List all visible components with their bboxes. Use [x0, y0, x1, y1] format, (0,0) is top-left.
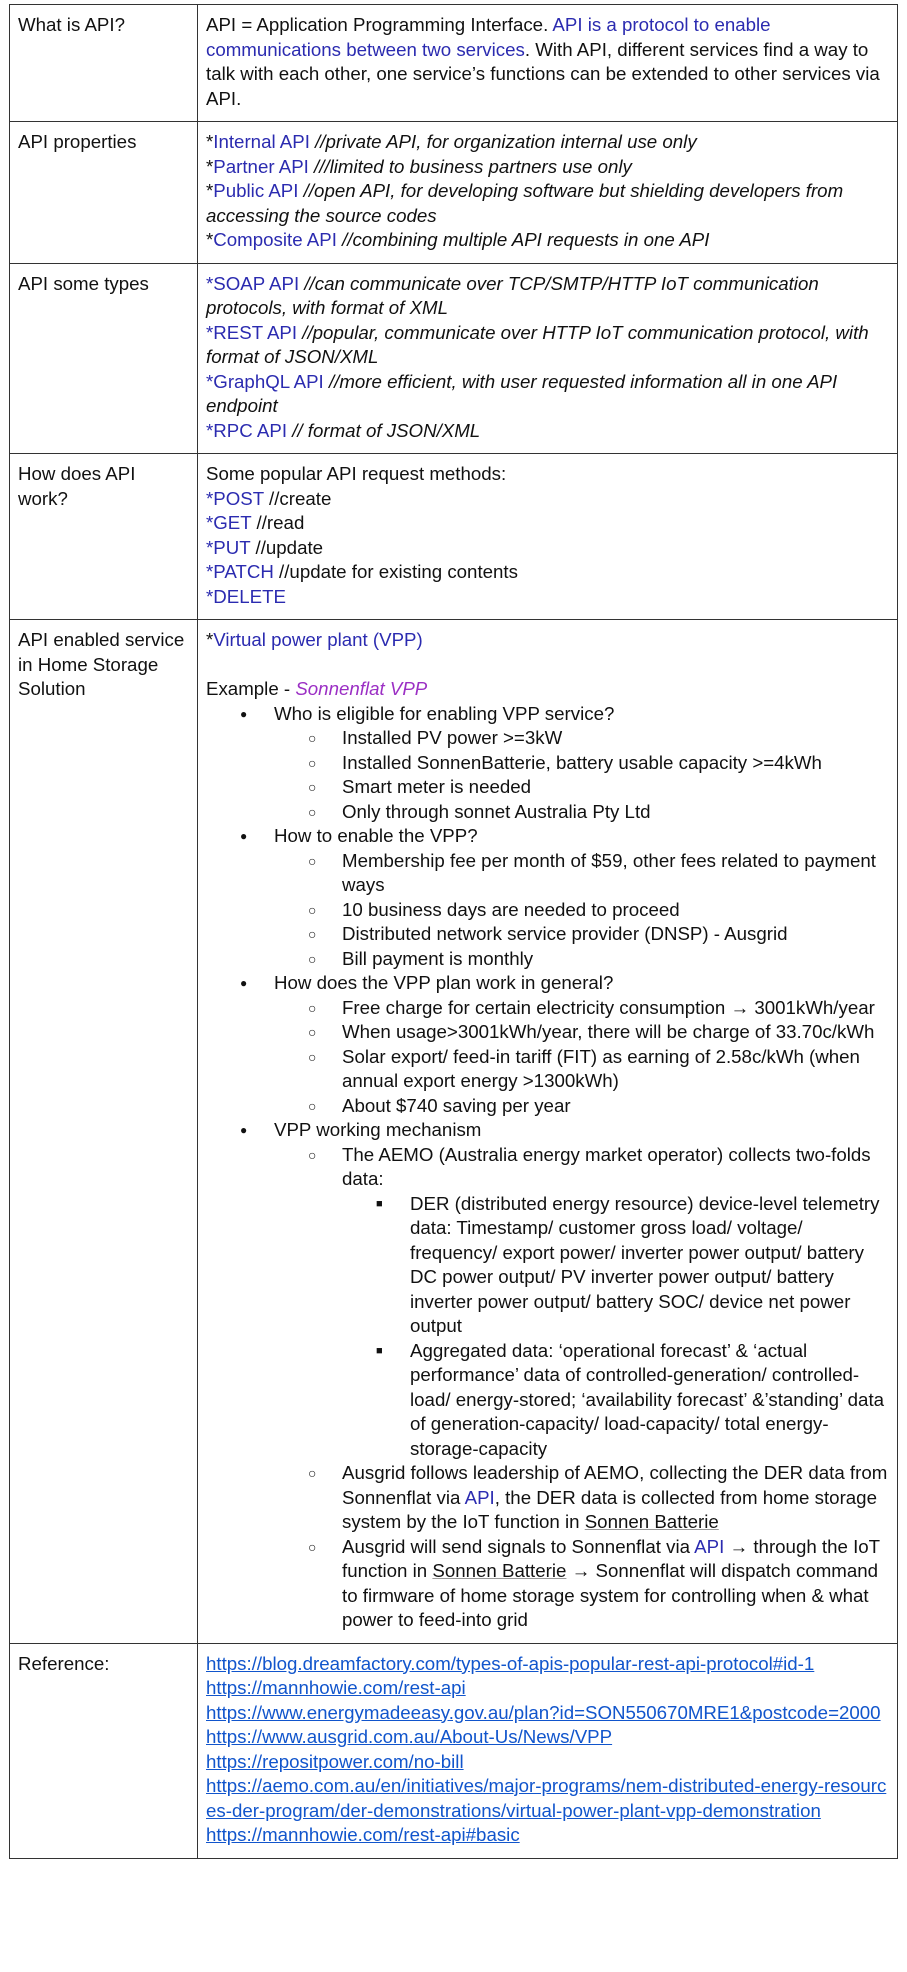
definition-text-rest: . With API, different services find a way to talk with each other, one service’s functions can be extended to other services via API.: [206, 38, 880, 109]
list-item: ○ Only through sonnet Australia Pty Ltd: [206, 800, 889, 825]
row-content-what-is-api: [198, 5, 898, 122]
list-item: *Internal API //private API, for organization internal use only: [206, 131, 697, 152]
row-content-how-api-works: [198, 454, 898, 620]
list-item: *RPC API // format of JSON/XML: [206, 419, 481, 441]
row-content-api-types: [198, 263, 898, 454]
list-item: ○ Membership fee per month of $59, other fees related to payment ways: [206, 849, 889, 898]
list-item: *SOAP API //can communicate over TCP/SMTP/HTTP IoT communication protocols, with format of XML: [206, 272, 819, 318]
methods-intro: Some popular API request methods:: [206, 463, 507, 484]
list-item: ○ Smart meter is needed: [206, 775, 889, 800]
row-label-how-api-works: How does API work?: [10, 454, 198, 620]
row-label-api-properties: API properties: [10, 122, 198, 264]
row-content-reference: [198, 1643, 898, 1858]
row-content-vpp: [198, 620, 898, 1644]
list-item: ○ Ausgrid follows leadership of AEMO, collecting the DER data from Sonnenflat via API, the DER data is collected from home storage system by the IoT function in Sonnen Batterie: [206, 1461, 889, 1535]
reference-link[interactable]: https://mannhowie.com/rest-api#basic: [206, 1824, 520, 1845]
list-item: ● How does the VPP plan work in general?: [206, 971, 889, 996]
list-item: *PATCH //update for existing contents: [206, 561, 518, 582]
row-label-api-types: API some types: [10, 263, 198, 454]
api-notes-table: [9, 4, 898, 1859]
list-item: ○ Installed PV power >=3kW: [206, 726, 889, 751]
list-item: ● VPP working mechanism: [206, 1118, 889, 1143]
row-label-reference: Reference:: [10, 1643, 198, 1858]
table-row: [10, 5, 898, 122]
list-item: ■ Aggregated data: ‘operational forecast’ & ‘actual performance’ data of controlled-generation/ controlled-load/ energy-stored; ‘availability forecast’ &’standing’ data of generation-capacity/ load-capacity/ total energy-storage-capacity: [206, 1339, 889, 1462]
list-item: *Partner API ///limited to business partners use only: [206, 155, 632, 177]
vpp-title: *Virtual power plant (VPP): [206, 629, 423, 650]
list-item: *GET //read: [206, 512, 305, 533]
list-item: ○ Installed SonnenBatterie, battery usable capacity >=4kWh: [206, 751, 889, 776]
table-row: [10, 1643, 898, 1858]
table-row: [10, 620, 898, 1644]
list-item: *POST //create: [206, 487, 332, 509]
reference-link[interactable]: https://www.ausgrid.com.au/About-Us/News/VPP: [206, 1726, 613, 1747]
list-item: ○ Bill payment is monthly: [206, 947, 889, 972]
list-item: ○ Solar export/ feed-in tariff (FIT) as earning of 2.58c/kWh (when annual export energy >1300kWh): [206, 1045, 889, 1094]
list-item: ○ Distributed network service provider (DNSP) - Ausgrid: [206, 922, 889, 947]
list-item: ■ DER (distributed energy resource) device-level telemetry data: Timestamp/ customer gross load/ voltage/ frequency/ export power/ inverter power output/ battery DC power output/ PV inverter power output/ battery inverter power output/ battery SOC/ device net power output: [206, 1192, 889, 1339]
reference-link[interactable]: https://aemo.com.au/en/initiatives/major-programs/nem-distributed-energy-resources-der-program/der-demonstrations/virtual-power-plant-vpp-demonstration: [206, 1775, 887, 1821]
list-item: *PUT //update: [206, 536, 324, 558]
table-row: [10, 263, 898, 454]
list-item: ○ The AEMO (Australia energy market operator) collects two-folds data:: [206, 1143, 889, 1192]
vpp-outline: [206, 702, 889, 1633]
list-item: ○ When usage>3001kWh/year, there will be charge of 33.70c/kWh: [206, 1020, 889, 1045]
row-label-what-is-api: What is API?: [10, 5, 198, 122]
list-item: *Composite API //combining multiple API requests in one API: [206, 229, 710, 250]
list-item: ● How to enable the VPP?: [206, 824, 889, 849]
list-item: ○ 10 business days are needed to proceed: [206, 898, 889, 923]
list-item: ○ Free charge for certain electricity consumption → 3001kWh/year: [206, 996, 889, 1021]
definition-text: API = Application Programming Interface.: [206, 14, 553, 35]
reference-link[interactable]: https://mannhowie.com/rest-api: [206, 1677, 466, 1698]
table-row: [10, 122, 898, 264]
list-item: ● Who is eligible for enabling VPP service?: [206, 702, 889, 727]
list-item: *REST API //popular, communicate over HTTP IoT communication protocol, with format of JSON/XML: [206, 321, 869, 367]
list-item: *GraphQL API //more efficient, with user requested information all in one API endpoint: [206, 370, 838, 416]
definition-highlight: API is a protocol to enable communications between two services: [206, 14, 771, 60]
row-label-vpp: API enabled service in Home Storage Solution: [10, 620, 198, 1644]
reference-link[interactable]: https://www.energymadeeasy.gov.au/plan?id=SON550670MRE1&postcode=2000: [206, 1701, 881, 1723]
reference-link[interactable]: https://blog.dreamfactory.com/types-of-apis-popular-rest-api-protocol#id-1: [206, 1652, 815, 1674]
table-row: [10, 454, 898, 620]
list-item: *Public API //open API, for developing software but shielding developers from accessing the source codes: [206, 180, 844, 226]
list-item: *DELETE: [206, 585, 286, 607]
list-item: ○ Ausgrid will send signals to Sonnenflat via API → through the IoT function in Sonnen Batterie → Sonnenflat will dispatch command to firmware of home storage system for controlling when & what power to feed-into grid: [206, 1535, 889, 1633]
list-item: ○ About $740 saving per year: [206, 1094, 889, 1119]
vpp-example: Example - Sonnenflat VPP: [206, 678, 428, 699]
reference-link[interactable]: https://repositpower.com/no-bill: [206, 1750, 464, 1772]
row-content-api-properties: [198, 122, 898, 264]
